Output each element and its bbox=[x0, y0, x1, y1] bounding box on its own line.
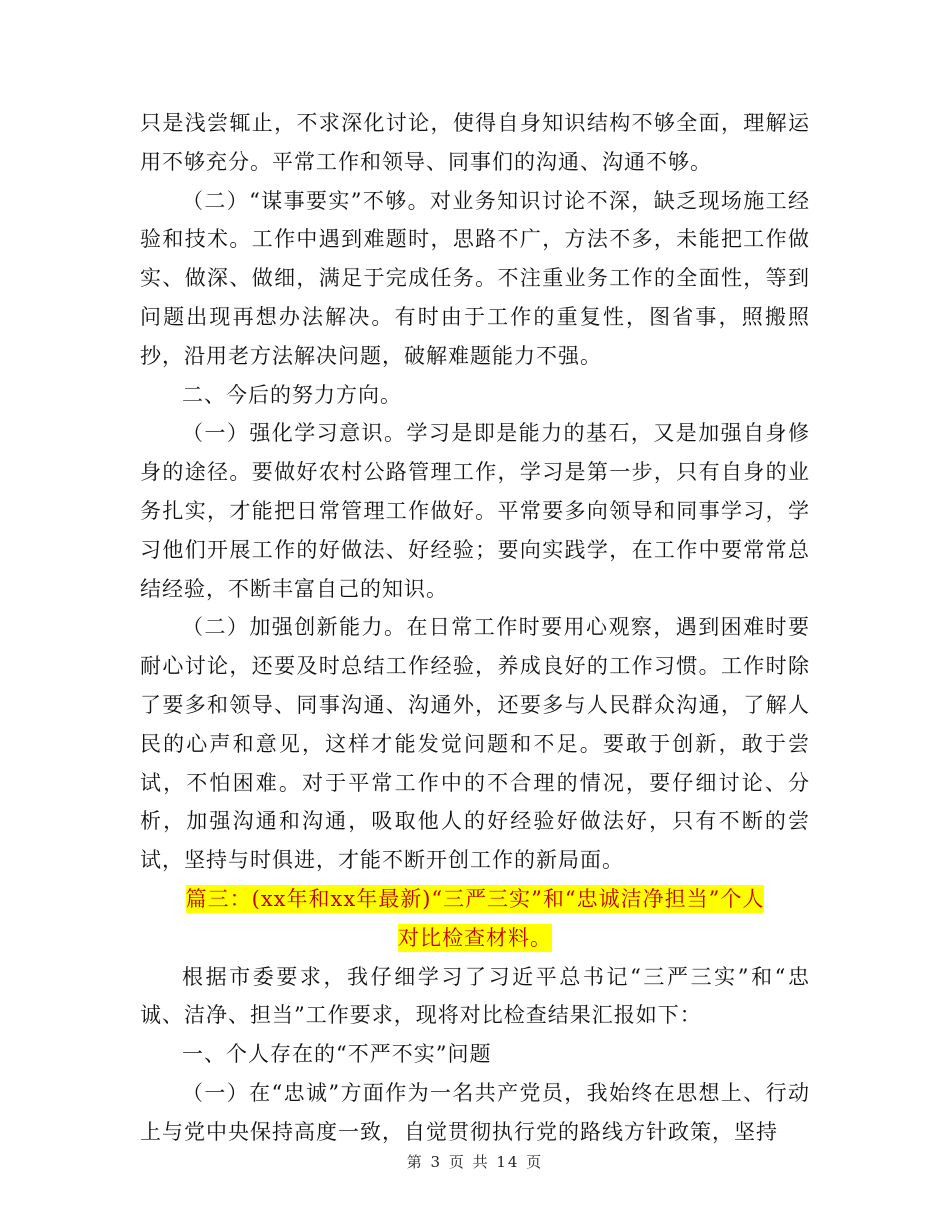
chapter-heading-cont bbox=[140, 919, 810, 958]
section-heading: 二、今后的努力方向。 bbox=[182, 382, 402, 407]
paragraph: （二）加强创新能力。在日常工作时要用心观察，遇到困难时要耐心讨论，还要及时总结工作经验，养成良好的工作习惯。工作时除了要多和领导、同事沟通、沟通外，还要多与人民群众沟通，了解人民的心声和意见，这样才能发觉问题和不足。要敢于创新，敢于尝试，不怕困难。对于平常工作中的不合理的情况，要仔细讨论、分析，加强沟通和沟通，吸取他人的好经验好做法好，只有不断的尝试，坚持与时俱进，才能不断开创工作的新局面。 bbox=[140, 615, 810, 873]
page-footer: 第 3 页 共 14 页 bbox=[406, 1153, 544, 1171]
section-heading: 一、个人存在的“不严不实”问题 bbox=[182, 1042, 492, 1067]
paragraph: 根据市委要求，我仔细学习了习近平总书记“三严三实”和“忠诚、洁净、担当”工作要求，现将对比检查结果汇报如下： bbox=[140, 964, 810, 1028]
paragraph: 只是浅尝辄止，不求深化讨论，使得自身知识结构不够全面，理解运用不够充分。平常工作和领导、同事们的沟通、沟通不够。 bbox=[140, 111, 810, 174]
paragraph: （二）“谋事要实”不够。对业务知识讨论不深，缺乏现场施工经验和技术。工作中遇到难题时，思路不广，方法不多，未能把工作做实、做深、做细，满足于完成任务。不注重业务工作的全面性，等到问题出现再想办法解决。有时由于工作的重复性，图省事，照搬照抄，沿用老方法解决问题，破解难题能力不强。 bbox=[140, 188, 810, 368]
paragraph: （一）在“忠诚”方面作为一名共产党员，我始终在思想上、行动上与党中央保持高度一致，自觉贯彻执行党的路线方针政策，坚持 bbox=[140, 1080, 810, 1144]
chapter-heading-line2: 对比检查材料。 bbox=[398, 925, 552, 950]
paragraph: （一）强化学习意识。学习是即是能力的基石，又是加强自身修身的途径。要做好农村公路管理工作，学习是第一步，只有自身的业务扎实，才能把日常管理工作做好。平常要多向领导和同事学习，学习他们开展工作的好做法、好经验；要向实践学，在工作中要常常总结经验，不断丰富自己的知识。 bbox=[140, 421, 810, 601]
document-body bbox=[140, 104, 810, 1152]
chapter-heading bbox=[140, 880, 810, 919]
chapter-heading-line1: 篇三：(xx年和xx年最新)“三严三实”和“忠诚洁净担当”个人 bbox=[185, 886, 765, 911]
